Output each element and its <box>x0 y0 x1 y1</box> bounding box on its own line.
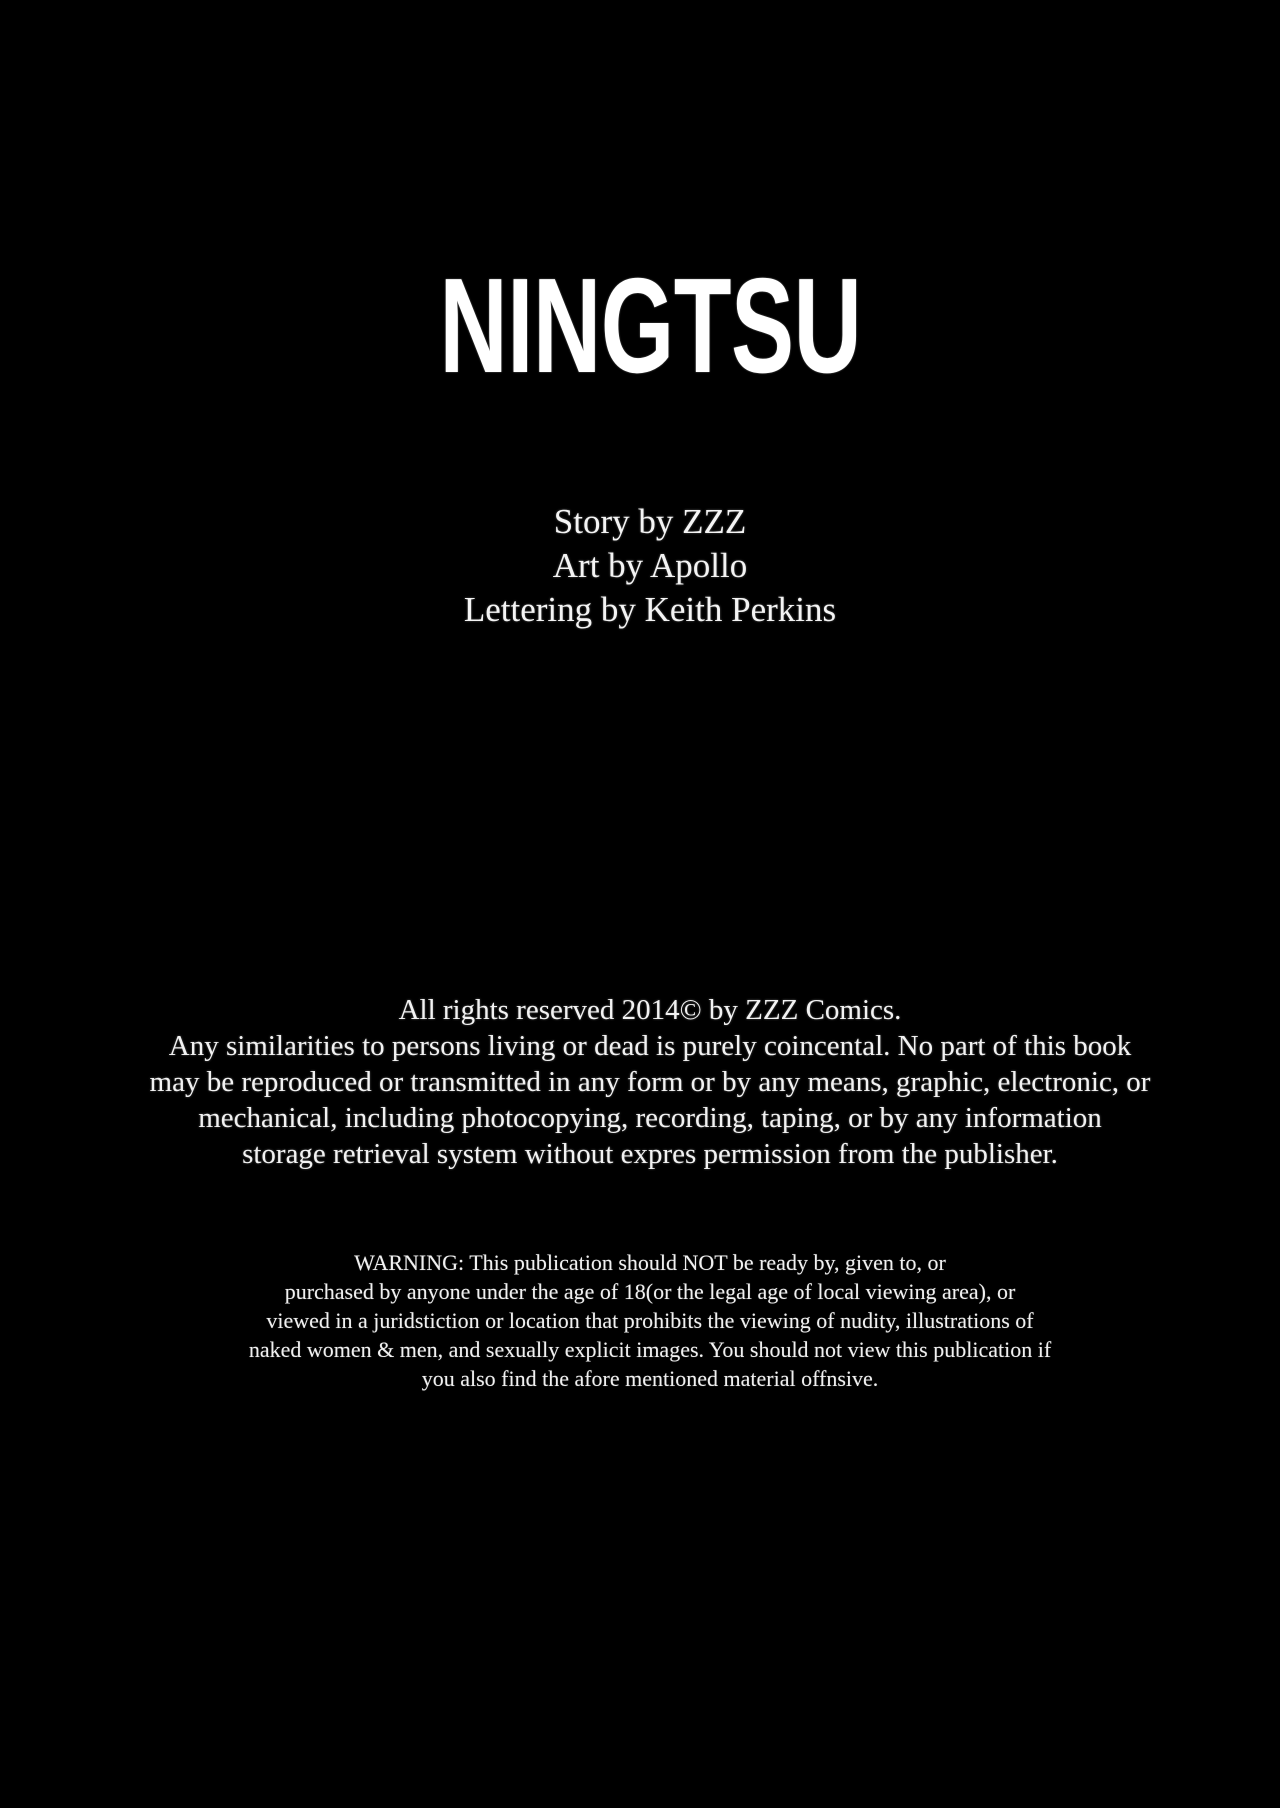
copyright-notice <box>20 992 1280 1172</box>
copyright-line: All rights reserved 2014© by ZZZ Comics. <box>398 994 902 1026</box>
credits-block <box>20 500 1280 632</box>
comic-title: NINGTSU <box>439 250 861 401</box>
warning-line: you also find the afore mentioned material offnsive. <box>421 1366 879 1391</box>
title-block <box>20 250 1280 401</box>
warning-line: purchased by anyone under the age of 18(or the legal age of local viewing area), or <box>284 1279 1016 1304</box>
copyright-line: mechanical, including photocopying, recording, taping, or by any information <box>198 1102 1102 1134</box>
warning-line: naked women & men, and sexually explicit images. You should not view this publication if <box>248 1337 1052 1362</box>
copyright-line: storage retrieval system without expres permission from the publisher. <box>242 1138 1058 1170</box>
copyright-line: Any similarities to persons living or dead is purely coincental. No part of this book <box>168 1030 1132 1062</box>
credit-line-art: Art by Apollo <box>552 546 748 585</box>
warning-line: WARNING: This publication should NOT be ready by, given to, or <box>354 1250 946 1275</box>
warning-line: viewed in a juridstiction or location that prohibits the viewing of nudity, illustrations of <box>266 1308 1034 1333</box>
content-warning-notice <box>20 1248 1280 1393</box>
credit-line-lettering: Lettering by Keith Perkins <box>463 590 837 629</box>
credit-line-story: Story by ZZZ <box>553 502 747 541</box>
copyright-line: may be reproduced or transmitted in any form or by any means, graphic, electronic, or <box>149 1066 1151 1098</box>
